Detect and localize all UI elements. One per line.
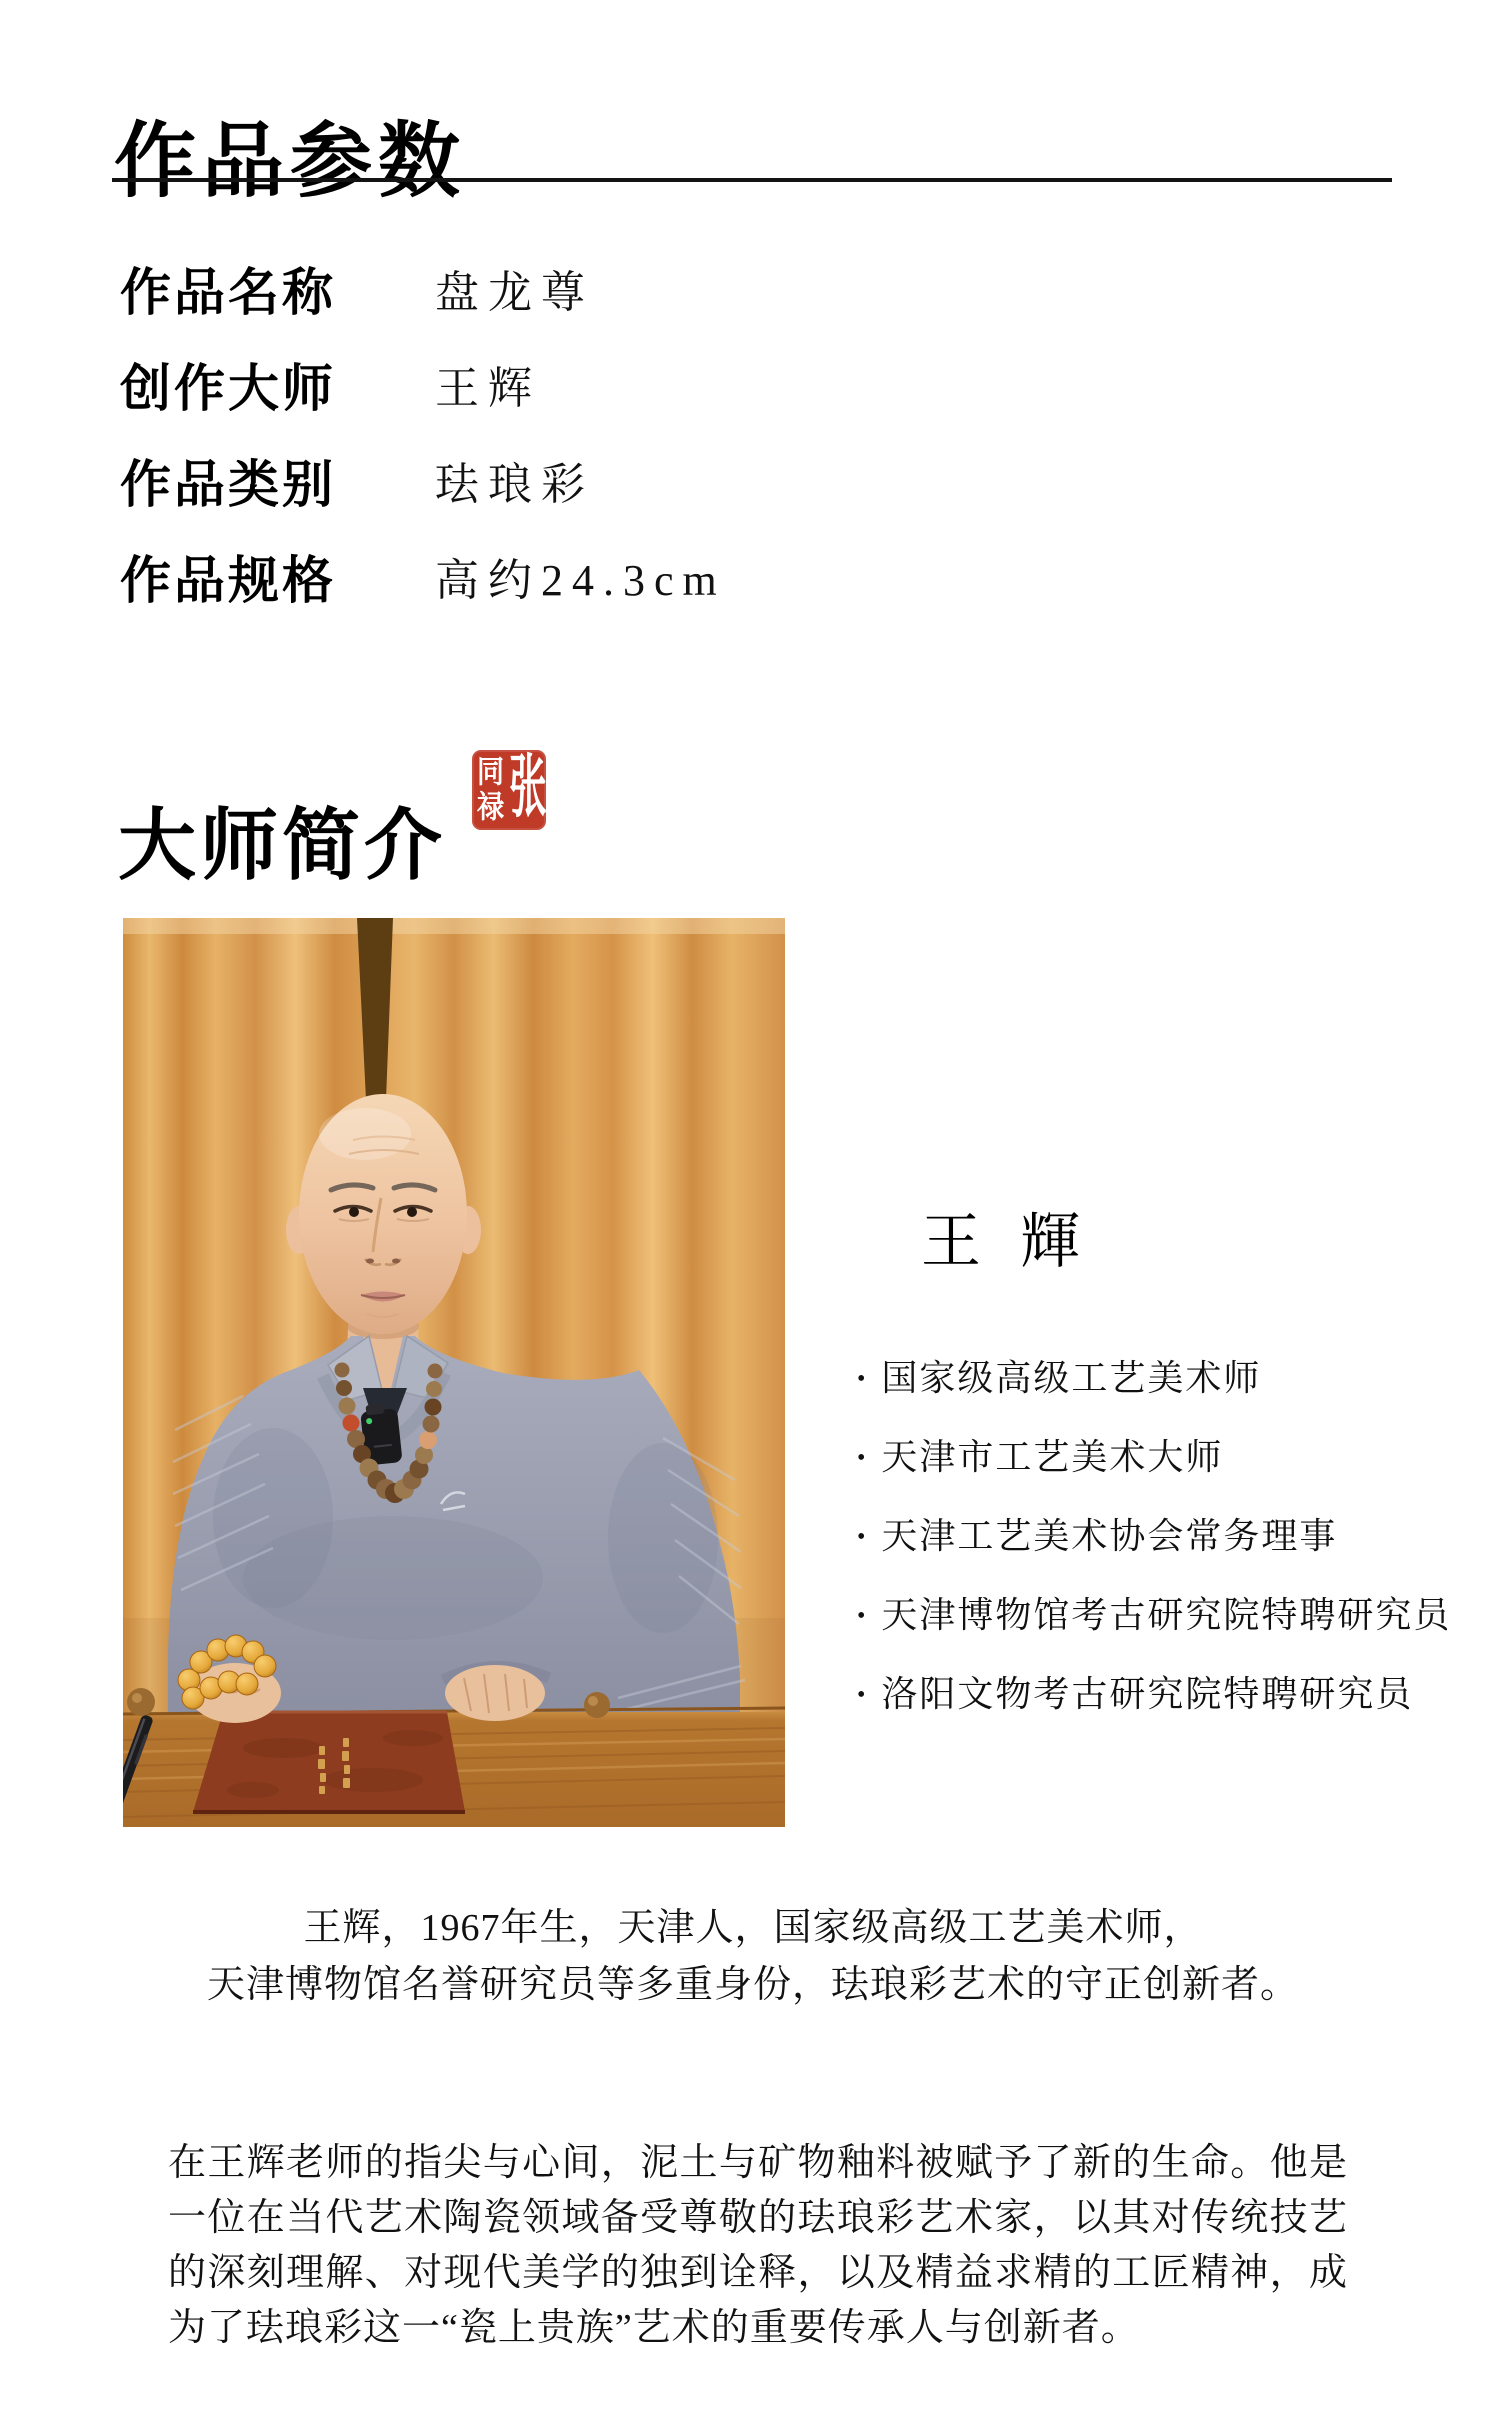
master-summary xyxy=(0,1900,1506,2014)
credential-item xyxy=(857,1518,1487,1554)
param-label: 作品规格 xyxy=(120,554,337,610)
seal-character: 禄 xyxy=(477,789,505,825)
master-biography: 在王辉老师的指尖与心间，泥土与矿物釉料被赋予了新的生命。他是一位在当代艺术陶瓷领域备受尊敬的珐琅彩艺术家，以其对传统技艺的深刻理解、对现代美学的独到诠释，以及精益求精的工匠精神，成为了珐琅彩这一“瓷上贵族”艺术的重要传承人与创新者。 xyxy=(168,2142,1348,2349)
master-info-panel xyxy=(857,918,1487,1827)
master-portrait-photo xyxy=(123,918,785,1827)
red-seal-stamp-icon xyxy=(472,750,546,830)
seal-character: 同 xyxy=(477,754,505,790)
param-label: 创作大师 xyxy=(120,362,337,418)
red-book xyxy=(193,1712,465,1812)
summary-line: 天津博物馆名誉研究员等多重身份，珐琅彩艺术的守正创新者。 xyxy=(206,1964,1299,2006)
param-label: 作品类别 xyxy=(120,458,337,514)
work-params-title: 作品参数 xyxy=(114,115,467,207)
work-params-table xyxy=(120,240,726,624)
bullet-icon: • xyxy=(857,1445,868,1471)
param-value: 珐琅彩 xyxy=(435,460,594,509)
credential-text: 天津博物馆考古研究院特聘研究员 xyxy=(881,1595,1452,1635)
master-portrait-illustration xyxy=(123,918,785,1827)
credential-text: 天津工艺美术协会常务理事 xyxy=(881,1516,1338,1556)
credential-text: 天津市工艺美术大师 xyxy=(881,1437,1224,1477)
master-intro-title: 大师简介 xyxy=(118,801,447,889)
param-value: 盘龙尊 xyxy=(435,268,594,317)
param-row-size xyxy=(120,528,726,624)
bullet-icon: • xyxy=(857,1366,868,1392)
bullet-icon: • xyxy=(857,1682,868,1708)
master-name: 王 輝 xyxy=(921,1209,1092,1275)
right-hand xyxy=(445,1665,545,1721)
credential-item xyxy=(857,1597,1487,1633)
credential-item xyxy=(857,1676,1487,1712)
seal-left-column xyxy=(472,750,509,830)
credential-text: 国家级高级工艺美术师 xyxy=(881,1358,1262,1398)
seal-character: 张 xyxy=(508,752,547,826)
bullet-icon: • xyxy=(857,1524,868,1550)
param-row-master xyxy=(120,336,726,432)
param-row-category xyxy=(120,432,726,528)
credential-text: 洛阳文物考古研究院特聘研究员 xyxy=(881,1674,1414,1714)
summary-line: 王辉，1967年生，天津人，国家级高级工艺美术师， xyxy=(303,1907,1203,1949)
param-label: 作品名称 xyxy=(120,266,337,322)
credential-item xyxy=(857,1439,1487,1475)
master-profile-section xyxy=(123,918,1487,1827)
credential-item xyxy=(857,1360,1487,1396)
title-divider-line xyxy=(112,178,1392,182)
param-row-name xyxy=(120,240,726,336)
param-value: 王辉 xyxy=(435,364,541,413)
param-value: 高约24.3cm xyxy=(435,556,726,605)
credentials-list xyxy=(857,1360,1487,1712)
seal-right-column xyxy=(509,750,546,830)
bullet-icon: • xyxy=(857,1603,868,1629)
